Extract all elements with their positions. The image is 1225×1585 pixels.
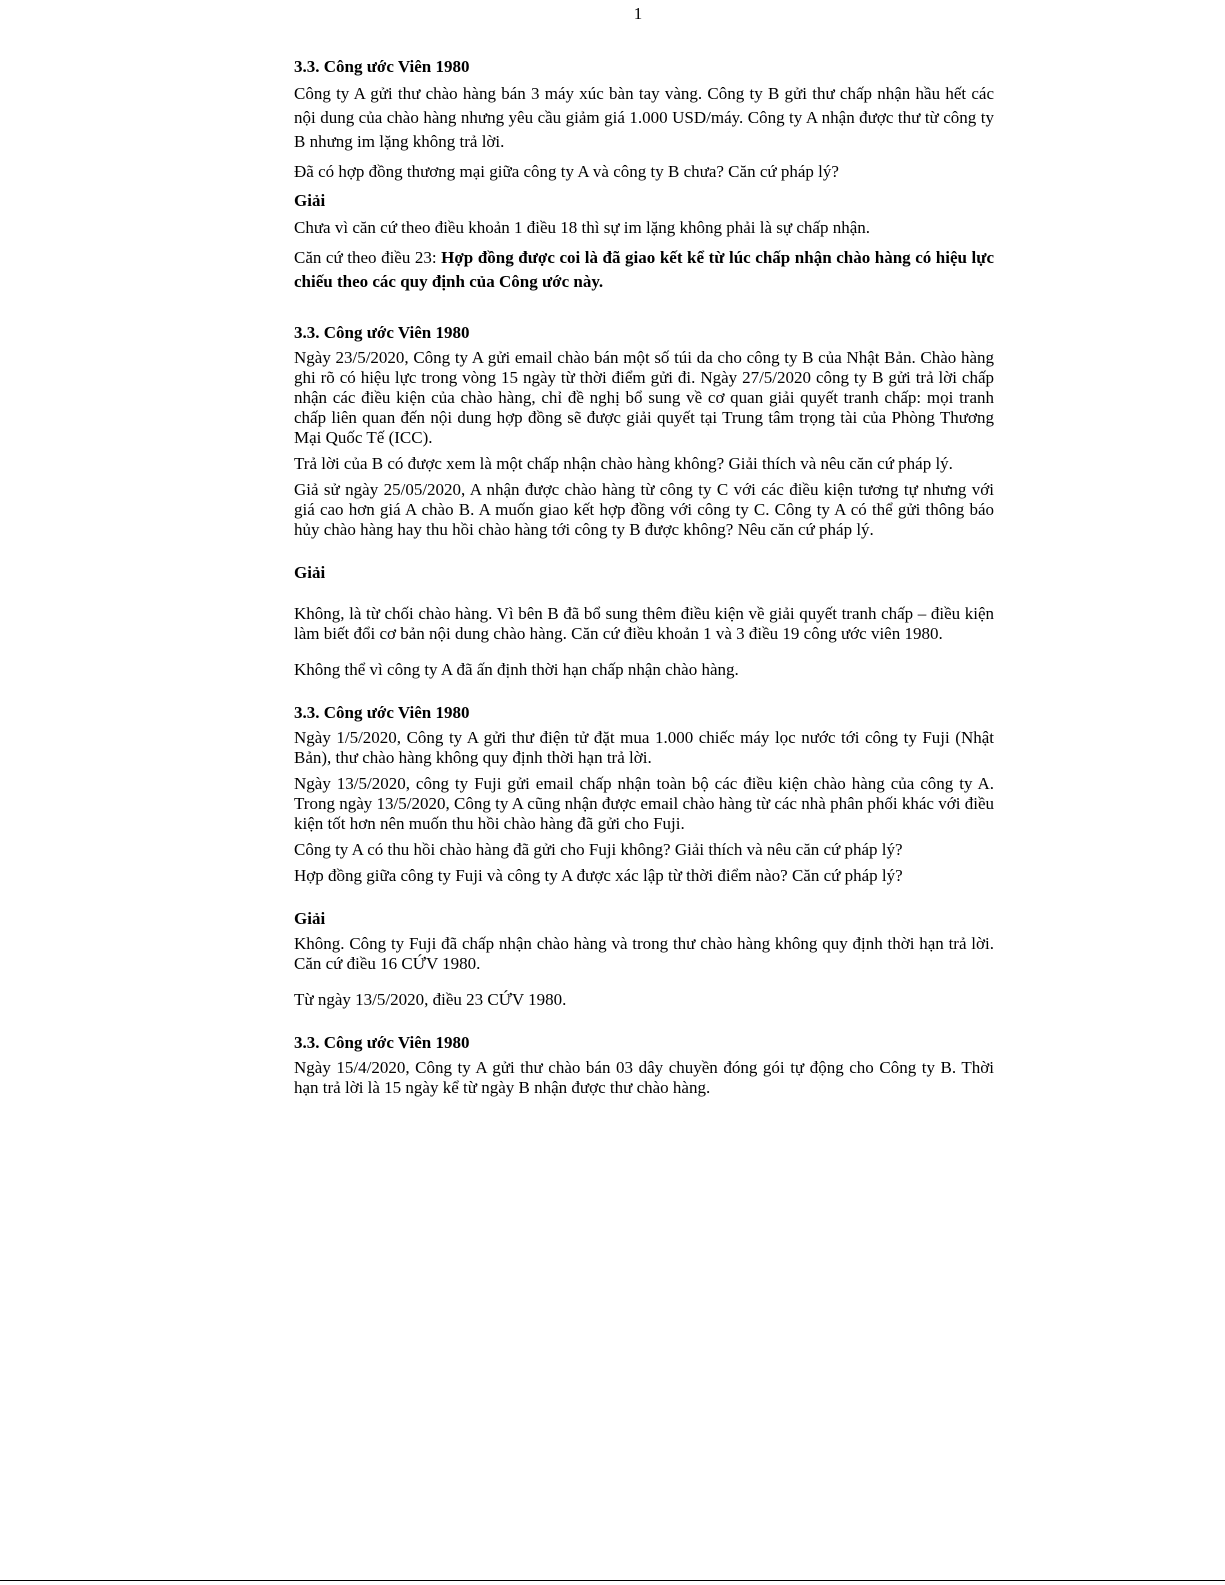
case-question: Công ty A có thu hồi chào hàng đã gửi cho Fuji không? Giải thích và nêu căn cứ pháp lý? <box>294 840 903 859</box>
answer-label: Giải <box>294 563 326 582</box>
answer-paragraph: Không, là từ chối chào hàng. Vì bên B đã bổ sung thêm điều kiện về giải quyết tranh chấp – điều kiện làm biết đổi cơ bản nội dung chào hàng. Căn cứ điều khoản 1 và 3 điều 19 công ước viên 1980. <box>294 604 994 643</box>
case-description: Ngày 13/5/2020, công ty Fuji gửi email chấp nhận toàn bộ các điều kiện chào hàng của công ty A. Trong ngày 13/5/2020, Công ty A cũng nhận được email chào hàng từ các nhà phân phối khác với điều kiện tốt hơn nên muốn thu hồi chào hàng đã gửi cho Fuji. <box>294 774 994 833</box>
case-description: Ngày 15/4/2020, Công ty A gửi thư chào bán 03 dây chuyền đóng gói tự động cho Công ty B. Thời hạn trả lời là 15 ngày kể từ ngày B nhận được thư chào hàng. <box>294 1058 994 1097</box>
case-question: Trả lời của B có được xem là một chấp nhận chào hàng không? Giải thích và nêu căn cứ pháp lý. <box>294 454 953 473</box>
legal-basis-prefix: Căn cứ theo điều 23: <box>294 248 442 267</box>
answer-paragraph: Không thể vì công ty A đã ấn định thời hạn chấp nhận chào hàng. <box>294 660 739 679</box>
answer-paragraph-legal-basis <box>294 246 994 294</box>
answer-paragraph: Chưa vì căn cứ theo điều khoản 1 điều 18 thì sự im lặng không phải là sự chấp nhận. <box>294 218 871 237</box>
case-question: Đã có hợp đồng thương mại giữa công ty A và công ty B chưa? Căn cứ pháp lý? <box>294 162 839 181</box>
case-section-1 <box>294 56 994 294</box>
answer-label: Giải <box>294 909 326 928</box>
document-body <box>294 56 994 1104</box>
page-number: 1 <box>633 4 643 23</box>
case-description: Ngày 23/5/2020, Công ty A gửi email chào bán một số túi da cho công ty B của Nhật Bản. Chào hàng ghi rõ có hiệu lực trong vòng 15 ngày từ thời điểm gửi đi. Ngày 27/5/2020 công ty B gửi trả lời chấp nhận các điều kiện của chào hàng, chỉ đề nghị bổ sung về cơ quan giải quyết tranh chấp: mọi tranh chấp liên quan đến nội dung hợp đồng sẽ được giải quyết tại Trung tâm trọng tài của Phòng Thương Mại Quốc Tế (ICC). <box>294 348 994 447</box>
case-question: Hợp đồng giữa công ty Fuji và công ty A được xác lập từ thời điểm nào? Căn cứ pháp lý? <box>294 866 903 885</box>
page-bottom-border <box>0 1580 1225 1581</box>
case-description: Công ty A gửi thư chào hàng bán 3 máy xúc bàn tay vàng. Công ty B gửi thư chấp nhận hầu hết các nội dung của chào hàng nhưng yêu cầu giảm giá 1.000 USD/máy. Công ty A nhận được thư từ công ty B nhưng im lặng không trả lời. <box>294 84 994 151</box>
answer-paragraph: Không. Công ty Fuji đã chấp nhận chào hàng và trong thư chào hàng không quy định thời hạn trả lời. Căn cứ điều 16 CỨV 1980. <box>294 934 994 973</box>
case-question: Giả sử ngày 25/05/2020, A nhận được chào hàng từ công ty C với các điều kiện tương tự nhưng với giá cao hơn giá A chào B. A muốn giao kết hợp đồng với công ty C. Công ty A có thể gửi thông báo hủy chào hàng hay thu hồi chào hàng tới công ty B được không? Nêu căn cứ pháp lý. <box>294 480 994 539</box>
legal-basis-quote: Hợp đồng được coi là đã giao kết kể từ lúc chấp nhận chào hàng có hiệu lực chiếu theo các quy định của Công ước này. <box>294 248 995 291</box>
case-description: Ngày 1/5/2020, Công ty A gửi thư điện tử đặt mua 1.000 chiếc máy lọc nước tới công ty Fuji (Nhật Bản), thư chào hàng không quy định thời hạn trả lời. <box>294 728 994 767</box>
case-section-4 <box>294 1032 994 1098</box>
case-section-3 <box>294 702 994 1010</box>
section-title: 3.3. Công ước Viên 1980 <box>294 703 470 722</box>
answer-label: Giải <box>294 191 326 210</box>
section-title: 3.3. Công ước Viên 1980 <box>294 323 470 342</box>
case-section-2 <box>294 322 994 680</box>
section-title: 3.3. Công ước Viên 1980 <box>294 1033 470 1052</box>
section-title: 3.3. Công ước Viên 1980 <box>294 57 470 76</box>
answer-paragraph: Từ ngày 13/5/2020, điều 23 CỨV 1980. <box>294 990 567 1009</box>
